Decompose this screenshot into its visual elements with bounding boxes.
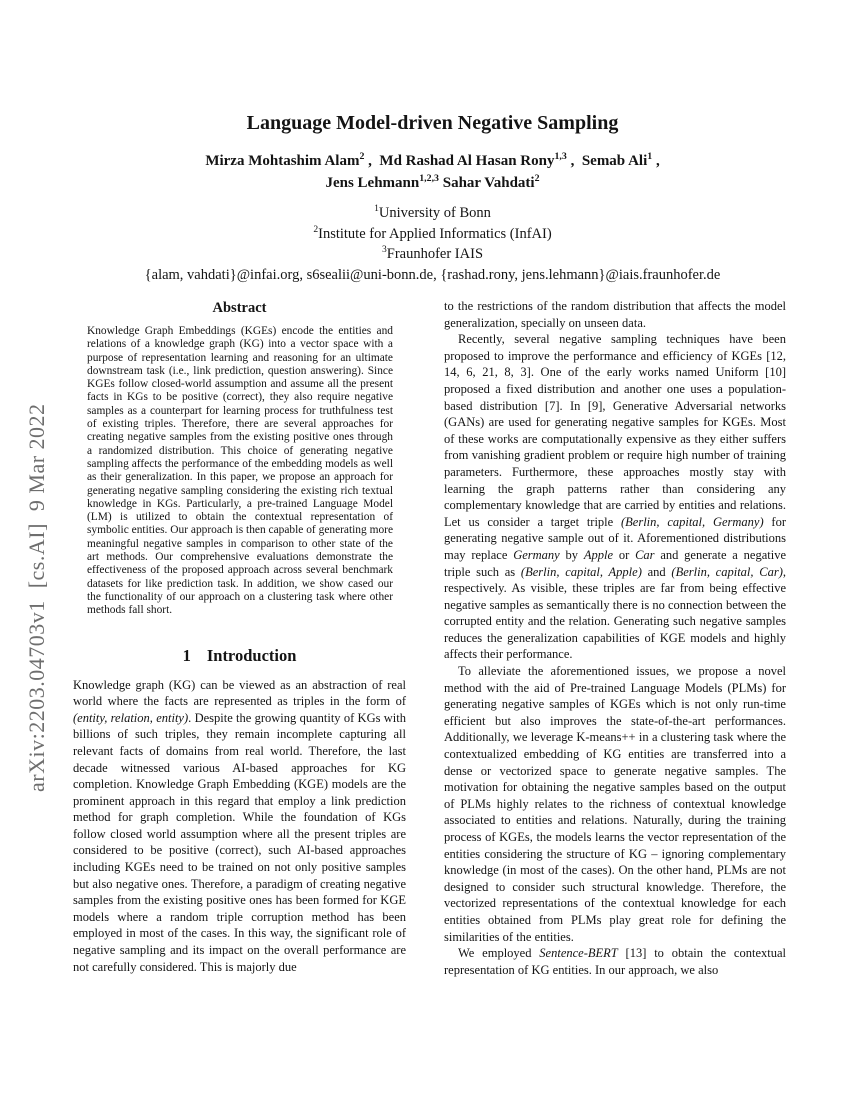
arxiv-stamp: arXiv:2203.04703v1 [cs.AI] 9 Mar 2022 (24, 403, 49, 792)
paper-header (72, 112, 793, 284)
intro-paragraph-1-continued: to the restrictions of the random distribution that affects the model generalization, specially on unseen data. (444, 299, 786, 330)
intro-paragraph-3: To alleviate the aforementioned issues, we propose a novel method with the aid of Pre-trained Language Models (PLMs) for generating negative samples of KGEs which is not only run-time efficient but also improves the state-of-the-art performances. Additionally, we leverage K-means++ in a clustering task where the contextualized embedding of KG entities are transferred into a dense or vectorized space to generate negative samples. The motivation for obtaining the negative samples based on the output of PLMs highly relates to the richness of contextual knowledge associated to entities and relations. Naturally, during the training process of KGEs, the models learns the vector representation of the entities considering the structure of KG – ignoring complementary knowledge (in most of the cases). On the other hand, PLMs are not designed to consider such structural knowledge. Therefore, the vectorized representations of the contextual knowledge for each entities obtained from PLMs play great role for defining the similarities of the entities. (444, 664, 786, 944)
intro-paragraph-2: Recently, several negative sampling techniques have been proposed to improve the performance and efficiency of KGEs [12, 14, 6, 21, 8, 3]. One of the early works named Uniform [10] proposed a fixed distribution and another one uses a population-based distribution [7]. In [9], Generative Adversarial networks (GANs) are used for generating negative samples for KGEs. Most of these works are computationally expensive as they either suffers from vanishing gradient problem or require high number of training parameters. Furthermore, these approaches mostly stay with learning the graph patterns rather than considering any complementary knowledge that are carried by entities and relations. Let us consider a target triple (Berlin, capital, Germany) for generating negative sample out of it. Aforementioned distributions may replace Germany by Apple or Car and generate a negative triple such as (Berlin, capital, Apple) and (Berlin, capital, Car), respectively. As visible, these triples are far from being effective negative samples as semantically there is no connection between the corrupted entity and the relation. Generating such negative samples reduces the generalization capabilities of KGE models and highly affects their performance. (444, 332, 787, 662)
abstract-heading: Abstract (212, 300, 267, 316)
intro-paragraph-4: We employed Sentence-BERT [13] to obtain the contextual representation of KG entities. In our approach, we also (444, 946, 786, 977)
author-line-2: Jens Lehmann$^{1,2,3}$ Sahar Vahdati$^2$ (325, 173, 540, 191)
paper-title: Language Model-driven Negative Sampling (246, 112, 619, 134)
affiliation-fraunhofer: $^3$Fraunhofer IAIS (381, 244, 484, 262)
right-column (444, 298, 786, 978)
left-column (73, 298, 406, 975)
abstract-text: Knowledge Graph Embeddings (KGEs) encode the entities and relations of a knowledge graph (KG) into a vector space with a purpose of representation learning and reasoning for an ultimate downstream task (i.e., link prediction, question answering). Since KGEs follow closed-world assumption and assume all the present facts in KGs to be positive (correct), they also require negative samples as a counterpart for learning process for truthfulness test of existing triples. Therefore, there are several approaches for creating negative samples from the existing positive ones through a randomized distribution. This choice of generating negative sampling affects the performance of the embedding models as well as their generalization. In this paper, we propose an approach for generating negative sampling considering the existing rich textual knowledge in KGs. Particularly, a pre-trained Language Model (LM) is utilized to obtain the contextual representation of symbolic entities. Our approach is then capable of generating more meaningful negative samples in comparison to other state of the art methods. Our comprehensive evaluations demonstrate the effectiveness of the proposed approach across several benchmark datasets for like prediction task. In addition, we show cased our the functionality of our approach on a clustering task where other methods fall short. (87, 325, 393, 617)
intro-paragraph-1: Knowledge graph (KG) can be viewed as an abstraction of real world where the facts are represented as triples in the form of (entity, relation, entity). Despite the growing quantity of KGs with billions of such triples, they remain incomplete capturing all relevant facts of domains from real world. Therefore, the last decade witnessed various AI-based approaches for KG completion. Knowledge Graph Embedding (KGE) models are the prominent approach in this regard that employ a link prediction method for graph completion. While the foundation of KGs follow closed world assumption where all the present triples are considered to be positive (correct), such AI-based approaches including KGEs need to be trained on not only positive samples but also negative ones. Therefore, a paradigm of creating negative samples from the existing positive ones has been formed for KGE models where a random triple corruption method has been employed in most of the cases. In this way, the significant role of negative sampling and its impact on the overall performance are not carefully considered. This is majorly due (73, 677, 406, 974)
email-line: {alam, vahdati}@infai.org, s6sealii@uni-bonn.de, {rashad.rony, jens.lehmann}@iais.fraunhofer.de (144, 266, 721, 283)
affiliation-university-of-bonn: $^1$University of Bonn (374, 203, 491, 221)
affiliation-infai: $^2$Institute for Applied Informatics (InfAI) (313, 223, 552, 242)
author-line-1: Mirza Mohtashim Alam$^2$ , Md Rashad Al Hasan Rony$^{1,3}$ , Semab Ali$^1$ , (205, 151, 660, 169)
section-number: 1 (182, 645, 191, 665)
section-heading-introduction (73, 646, 406, 666)
section-title: Introduction (206, 645, 297, 665)
